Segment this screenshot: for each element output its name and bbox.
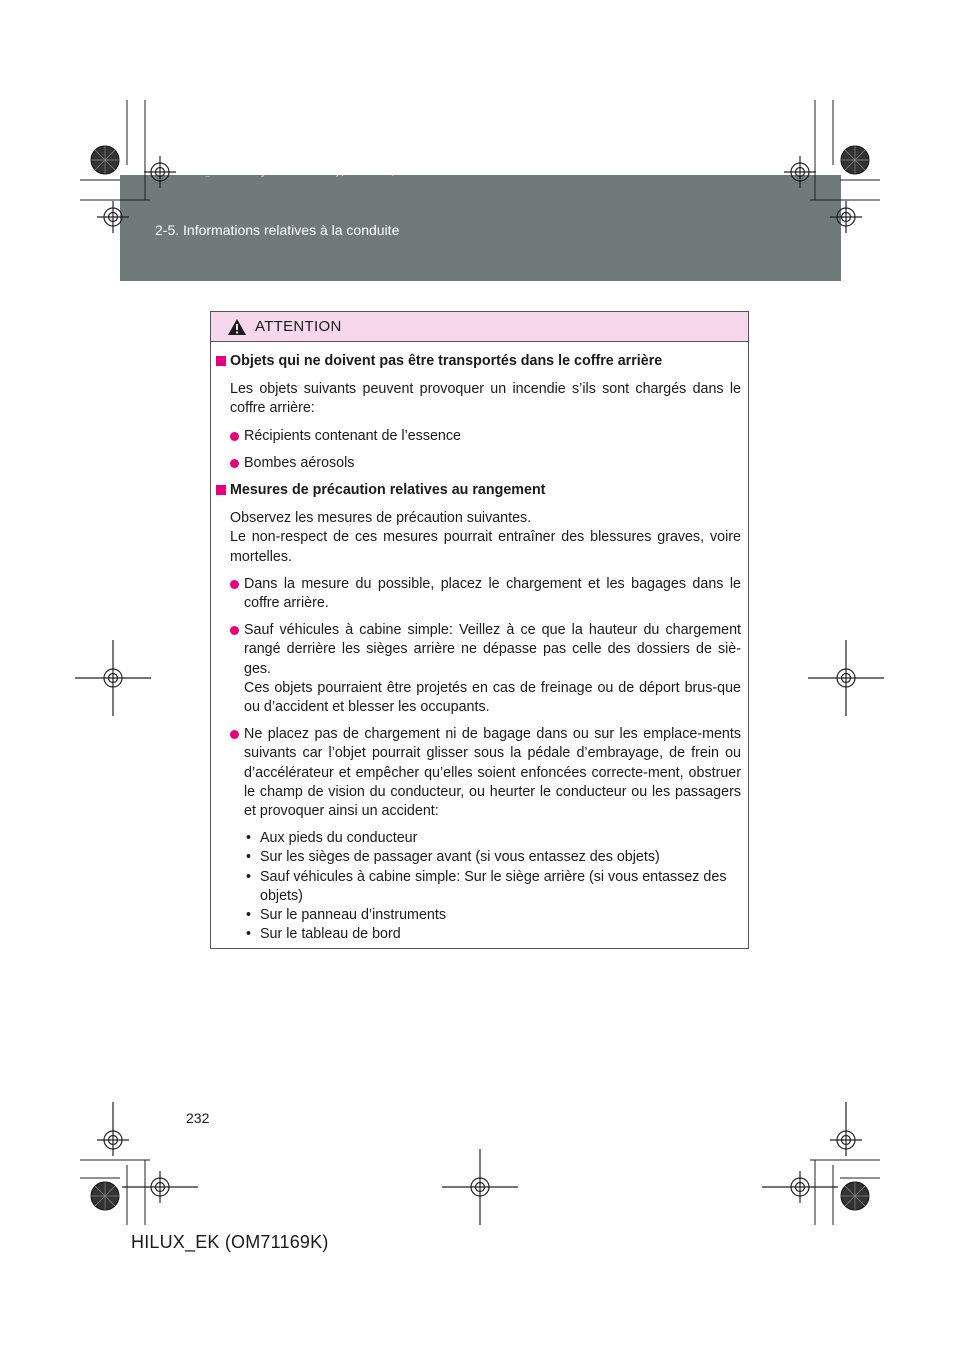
list-item: Sauf véhicules à cabine simple: Veillez à ce que la hauteur du chargement rangé derrière les sièges arrière ne dépasse pas celle des dossiers de siè-ges. Ces objets pourraient être projetés en cas de freinage ou de déport brus-que ou d’accident et blesser les occupants. <box>230 621 741 717</box>
section-heading: Mesures de précaution relatives au rangement <box>216 481 741 500</box>
document-code: HILUX_EK (OM71169K) <box>131 1232 329 1252</box>
section-title: 2-5. Informations relatives à la conduite <box>155 222 400 238</box>
list-item: Ne placez pas de chargement ni de bagage dans ou sur les emplace-ments suivants car l’objet pourrait glisser sous la pédale d’embrayage, de frein ou d’accélérateur et empêcher qu’elles soient enfoncées correcte-ment, obstruer le champ de vision du conducteur, ou heurter le conducteur ou les passagers et provoquer ainsi un accident: <box>230 725 741 821</box>
sub-bullet: • Aux pieds du conducteur <box>246 830 418 847</box>
list-item: Bombes aérosols <box>230 454 741 473</box>
sub-bullet: • Sur le panneau d’instruments <box>246 907 446 924</box>
paragraph: Observez les mesures de précaution suivantes. Le non-respect de ces mesures pourrait entraîner des blessures graves, voire mortelles. <box>230 510 741 565</box>
page-number: 232 <box>186 1110 210 1126</box>
sub-bullet: • Sur le tableau de bord <box>246 926 401 943</box>
section-heading: Objets qui ne doivent pas être transportés dans le coffre arrière <box>216 352 741 371</box>
sub-bullet: • Sur les sièges de passager avant (si vous entassez des objets) <box>246 849 660 866</box>
sub-bullet: • Sauf véhicules à cabine simple: Sur le siège arrière (si vous entassez des objets) <box>246 868 727 904</box>
paragraph: Les objets suivants peuvent provoquer un incendie s’ils sont chargés dans le coffre arrière: <box>230 381 741 417</box>
list-item: Récipients contenant de l’essence <box>230 427 741 446</box>
print-slug: HILUX_EK.book Page 232 Wednesday, March 23, 2011 3:03 PM <box>180 168 461 177</box>
caution-title: ATTENTION <box>255 318 342 335</box>
list-item: Dans la mesure du possible, placez le chargement et les bagages dans le coffre arrière. <box>230 575 741 613</box>
